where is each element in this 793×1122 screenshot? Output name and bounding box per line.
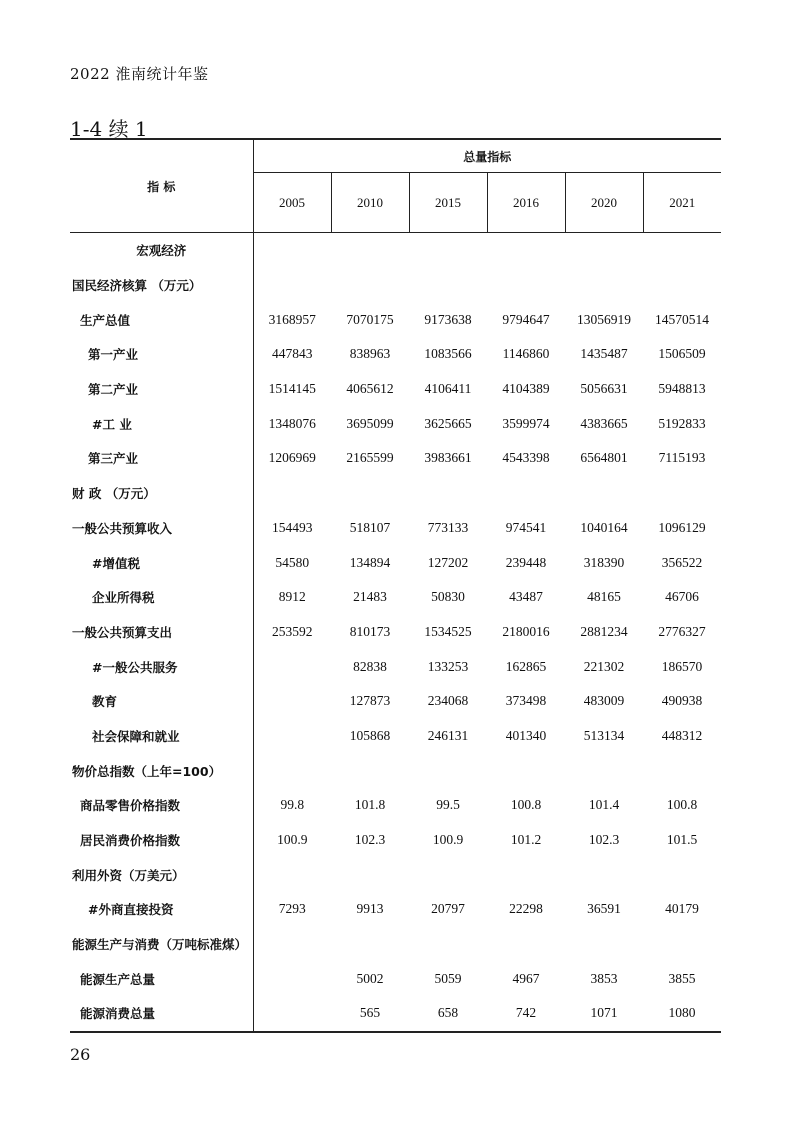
- value-cell: [331, 753, 409, 788]
- value-cell: 7293: [278, 901, 306, 917]
- row-label: #外商直接投资: [70, 892, 253, 927]
- value-cell: 1146860: [502, 346, 550, 362]
- value-cell: 21483: [353, 589, 387, 605]
- row-label: 居民消费价格指数: [70, 823, 253, 858]
- value-cell: [565, 268, 643, 303]
- row-label: 第一产业: [70, 337, 253, 372]
- value-cell: 102.3: [354, 832, 386, 848]
- value-cell: 186570: [661, 658, 703, 674]
- value-cell: 127873: [349, 693, 391, 709]
- value-cell: 810173: [349, 623, 391, 639]
- value-cell: [331, 476, 409, 511]
- year-header: 2021: [643, 173, 721, 233]
- table-title: 1-4 续 1: [70, 117, 148, 141]
- value-cell: 101.8: [354, 797, 386, 813]
- value-cell: [253, 961, 331, 996]
- value-cell: 154493: [272, 519, 313, 535]
- value-cell: 1506509: [658, 346, 706, 362]
- row-label: 商品零售价格指数: [70, 788, 253, 823]
- value-cell: [331, 268, 409, 303]
- value-cell: [643, 753, 721, 788]
- value-cell: 1096129: [658, 519, 706, 535]
- year-header: 2005: [253, 173, 331, 233]
- value-cell: [643, 476, 721, 511]
- table-row: [70, 649, 721, 684]
- value-cell: 838963: [349, 346, 391, 362]
- year-header: 2016: [487, 173, 565, 233]
- row-label: 一般公共预算支出: [70, 615, 253, 650]
- value-cell: [487, 753, 565, 788]
- value-cell: 133253: [427, 658, 469, 674]
- value-cell: 3983661: [424, 450, 472, 466]
- value-cell: 1348076: [268, 415, 316, 431]
- value-cell: 8912: [278, 589, 306, 605]
- table-row: [70, 545, 721, 580]
- value-cell: [643, 268, 721, 303]
- value-cell: [409, 268, 487, 303]
- value-cell: 20797: [431, 901, 465, 917]
- table-row: [70, 753, 721, 788]
- value-cell: 22298: [509, 901, 543, 917]
- value-cell: 974541: [505, 519, 547, 535]
- value-cell: 246131: [427, 727, 469, 743]
- value-cell: [565, 857, 643, 892]
- value-cell: 4104389: [502, 381, 550, 397]
- value-cell: 742: [487, 996, 565, 1032]
- value-cell: 9794647: [502, 311, 550, 327]
- value-cell: 253592: [272, 623, 313, 639]
- value-cell: 50830: [431, 589, 465, 605]
- value-cell: 1534525: [424, 623, 472, 639]
- value-cell: [331, 857, 409, 892]
- value-cell: 5948813: [658, 381, 706, 397]
- value-cell: 102.3: [588, 832, 620, 848]
- row-label: 教育: [70, 684, 253, 719]
- value-cell: 3599974: [502, 415, 550, 431]
- table-row: [70, 372, 721, 407]
- value-cell: [565, 753, 643, 788]
- value-cell: 401340: [505, 727, 547, 743]
- table-row: [70, 823, 721, 858]
- value-cell: [643, 233, 721, 268]
- value-cell: 99.5: [436, 797, 460, 813]
- row-label: 生产总值: [70, 302, 253, 337]
- row-label: 宏观经济: [70, 233, 253, 268]
- table-row: [70, 892, 721, 927]
- table-body: [70, 233, 721, 1032]
- value-cell: 105868: [349, 727, 391, 743]
- value-cell: 127202: [427, 554, 469, 570]
- value-cell: 99.8: [280, 797, 305, 813]
- value-cell: 565: [331, 996, 409, 1032]
- row-label: 能源生产总量: [70, 961, 253, 996]
- value-cell: [253, 476, 331, 511]
- value-cell: [487, 927, 565, 962]
- table-row: [70, 684, 721, 719]
- value-cell: [409, 857, 487, 892]
- value-cell: 3695099: [346, 415, 394, 431]
- table-row: [70, 441, 721, 476]
- value-cell: 373498: [505, 693, 547, 709]
- value-cell: 518107: [349, 519, 391, 535]
- value-cell: 6564801: [580, 450, 628, 466]
- value-cell: 2881234: [580, 623, 628, 639]
- value-cell: 100.8: [510, 797, 542, 813]
- table-row: [70, 857, 721, 892]
- value-cell: [487, 476, 565, 511]
- value-cell: [565, 476, 643, 511]
- value-cell: 318390: [583, 554, 625, 570]
- table-row: [70, 406, 721, 441]
- row-label: #一般公共服务: [70, 649, 253, 684]
- value-cell: 483009: [583, 693, 625, 709]
- value-cell: 773133: [427, 519, 469, 535]
- value-cell: [253, 268, 331, 303]
- value-cell: [253, 684, 331, 719]
- table-row: [70, 476, 721, 511]
- value-cell: 447843: [272, 346, 313, 362]
- row-label: 第三产业: [70, 441, 253, 476]
- value-cell: 162865: [505, 658, 547, 674]
- value-cell: 82838: [353, 658, 387, 674]
- value-cell: [253, 857, 331, 892]
- table-row: [70, 302, 721, 337]
- value-cell: 490938: [661, 693, 703, 709]
- row-label: 财 政 （万元）: [70, 476, 253, 511]
- value-cell: 7070175: [346, 311, 394, 327]
- value-cell: [253, 753, 331, 788]
- value-cell: [409, 753, 487, 788]
- table-row: [70, 996, 721, 1032]
- value-cell: 100.9: [432, 832, 464, 848]
- value-cell: [565, 927, 643, 962]
- value-cell: 36591: [587, 901, 621, 917]
- value-cell: 1040164: [580, 519, 628, 535]
- row-label: #增值税: [70, 545, 253, 580]
- table-row: [70, 615, 721, 650]
- value-cell: [253, 649, 331, 684]
- value-cell: [565, 233, 643, 268]
- value-cell: 13056919: [577, 311, 631, 327]
- value-cell: 40179: [665, 901, 699, 917]
- value-cell: 513134: [583, 727, 625, 743]
- value-cell: 4967: [512, 970, 540, 986]
- table-row: [70, 580, 721, 615]
- statistics-table: [70, 138, 721, 1033]
- value-cell: 43487: [509, 589, 543, 605]
- value-cell: 3855: [668, 970, 696, 986]
- value-cell: 134894: [349, 554, 391, 570]
- page-number: 26: [70, 1045, 91, 1064]
- value-cell: 101.5: [666, 832, 698, 848]
- value-cell: [487, 268, 565, 303]
- value-cell: 221302: [583, 658, 625, 674]
- row-label: 一般公共预算收入: [70, 511, 253, 546]
- table-row: [70, 233, 721, 268]
- table-row: [70, 268, 721, 303]
- table-row: [70, 961, 721, 996]
- value-cell: 100.9: [277, 832, 308, 848]
- value-cell: 234068: [427, 693, 469, 709]
- value-cell: 1435487: [580, 346, 628, 362]
- value-cell: [253, 927, 331, 962]
- row-label: 利用外资（万美元）: [70, 857, 253, 892]
- value-cell: 54580: [275, 554, 310, 570]
- indicator-column-header: 指 标: [70, 139, 253, 233]
- value-cell: 4383665: [580, 415, 628, 431]
- year-header: 2015: [409, 173, 487, 233]
- value-cell: 5192833: [658, 415, 706, 431]
- value-cell: 5002: [356, 970, 384, 986]
- value-cell: [253, 233, 331, 268]
- value-cell: [253, 719, 331, 754]
- value-cell: 14570514: [655, 311, 710, 327]
- row-label: 企业所得税: [70, 580, 253, 615]
- row-label: #工 业: [70, 406, 253, 441]
- value-cell: 9173638: [424, 311, 472, 327]
- table-row: [70, 788, 721, 823]
- value-cell: [643, 927, 721, 962]
- value-cell: [331, 927, 409, 962]
- value-cell: 4106411: [424, 381, 472, 397]
- year-header: 2020: [565, 173, 643, 233]
- value-cell: [643, 857, 721, 892]
- value-cell: 3168957: [268, 311, 316, 327]
- value-cell: 1071: [565, 996, 643, 1032]
- total-indicators-group-header: 总量指标: [253, 139, 721, 173]
- value-cell: 1080: [643, 996, 721, 1032]
- value-cell: 100.8: [666, 797, 698, 813]
- value-cell: 239448: [505, 554, 547, 570]
- statistics-table-container: [70, 138, 720, 1033]
- row-label: 能源消费总量: [70, 996, 253, 1032]
- table-row: [70, 511, 721, 546]
- value-cell: 356522: [661, 554, 703, 570]
- value-cell: 1514145: [268, 381, 316, 397]
- row-label: 社会保障和就业: [70, 719, 253, 754]
- value-cell: 48165: [587, 589, 621, 605]
- row-label: 能源生产与消费（万吨标准煤）: [70, 927, 253, 962]
- value-cell: 2180016: [502, 623, 550, 639]
- value-cell: 5059: [434, 970, 462, 986]
- value-cell: 4065612: [346, 381, 394, 397]
- value-cell: 658: [409, 996, 487, 1032]
- row-label: 第二产业: [70, 372, 253, 407]
- table-row: [70, 337, 721, 372]
- running-head: 2022 淮南统计年鉴: [70, 65, 209, 83]
- value-cell: 448312: [661, 727, 703, 743]
- value-cell: [253, 996, 331, 1032]
- value-cell: 7115193: [658, 450, 706, 466]
- value-cell: [409, 476, 487, 511]
- value-cell: [409, 927, 487, 962]
- value-cell: 101.2: [510, 832, 542, 848]
- row-label: 国民经济核算 （万元）: [70, 268, 253, 303]
- value-cell: 101.4: [588, 797, 620, 813]
- value-cell: 46706: [665, 589, 699, 605]
- value-cell: [409, 233, 487, 268]
- value-cell: 2776327: [658, 623, 706, 639]
- value-cell: 3853: [590, 970, 618, 986]
- value-cell: [331, 233, 409, 268]
- value-cell: 2165599: [346, 450, 394, 466]
- table-row: [70, 927, 721, 962]
- row-label: 物价总指数（上年=100）: [70, 753, 253, 788]
- value-cell: [487, 233, 565, 268]
- year-header: 2010: [331, 173, 409, 233]
- value-cell: 5056631: [580, 381, 628, 397]
- value-cell: [487, 857, 565, 892]
- table-row: [70, 719, 721, 754]
- value-cell: 3625665: [424, 415, 472, 431]
- value-cell: 1206969: [268, 450, 316, 466]
- value-cell: 4543398: [502, 450, 550, 466]
- value-cell: 9913: [356, 901, 384, 917]
- value-cell: 1083566: [424, 346, 472, 362]
